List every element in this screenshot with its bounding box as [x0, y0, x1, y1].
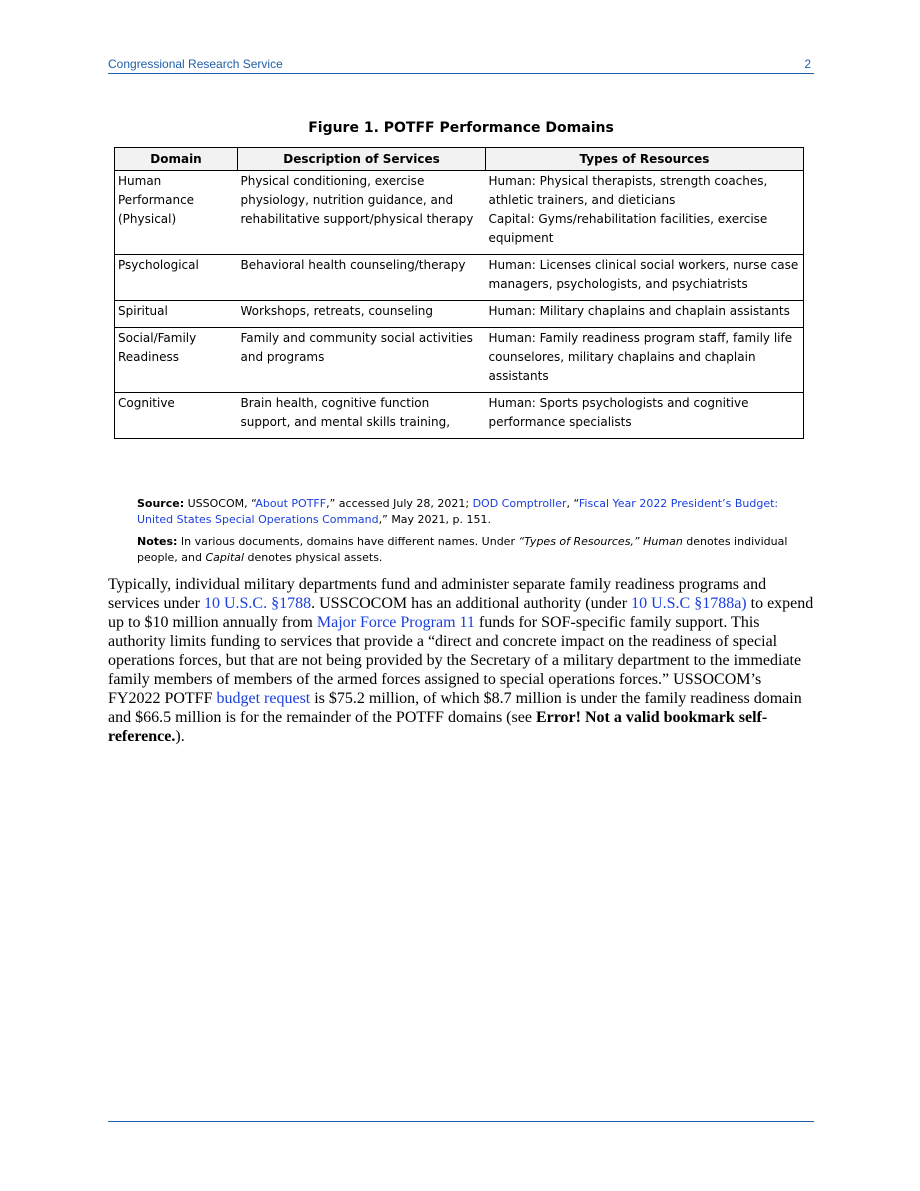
budget-request-link[interactable]: budget request — [216, 690, 311, 707]
source-text: , “ — [566, 497, 579, 510]
notes-emphasis: “Types of Resources,” Human — [518, 535, 683, 548]
source-note — [137, 496, 807, 528]
description-cell: Family and community social activities and programs — [238, 328, 486, 393]
source-text: USSOCOM, “ — [184, 497, 256, 510]
domain-cell: Cognitive — [115, 393, 238, 439]
body-paragraph — [108, 575, 814, 746]
header-org-name: Congressional Research Service — [108, 57, 283, 71]
notes-text: In various documents, domains have different names. Under — [177, 535, 519, 548]
table-row — [115, 301, 804, 328]
source-label: Source: — [137, 497, 185, 510]
resource-line: Capital: Gyms/rehabilitation facilities, exercise equipment — [488, 212, 768, 245]
budget-document-link[interactable]: Fiscal Year 2022 President’s Budget: United States Special Operations Command — [137, 497, 779, 526]
table-row — [115, 255, 804, 301]
description-cell: Brain health, cognitive function support, and mental skills training, — [238, 393, 486, 439]
domain-cell: Psychological — [115, 255, 238, 301]
domain-cell: Social/Family Readiness — [115, 328, 238, 393]
paragraph-text: Typically, individual military departments fund and administer separate family readiness programs and services under — [108, 576, 767, 612]
notes-emphasis: Capital — [205, 551, 245, 564]
resource-line: Human: Family readiness program staff, family life counselores, military chaplains and chaplain assistants — [488, 331, 793, 383]
page-header — [108, 57, 814, 74]
paragraph-text: to expend up to $10 million annually from — [108, 595, 814, 631]
usc-1788a-link[interactable]: 10 U.S.C §1788a) — [631, 595, 747, 612]
usc-1788-link[interactable]: 10 U.S.C. §1788 — [203, 595, 312, 612]
resources-cell — [486, 393, 804, 439]
page-number: 2 — [804, 57, 811, 71]
domain-cell: Spiritual — [115, 301, 238, 328]
column-header-resources: Types of Resources — [486, 148, 804, 171]
description-cell: Physical conditioning, exercise physiology, nutrition guidance, and rehabilitative support/physical therapy — [238, 171, 486, 255]
column-header-domain: Domain — [115, 148, 238, 171]
paragraph-text: ). — [175, 728, 185, 745]
bookmark-error-text: Error! Not a valid bookmark self-reference. — [108, 709, 768, 745]
notes-text: denotes physical assets. — [244, 551, 383, 564]
figure-title: Figure 1. POTFF Performance Domains — [308, 120, 614, 136]
paragraph-text: . USSCOCOM has an additional authority (under — [311, 595, 632, 612]
description-cell: Behavioral health counseling/therapy — [238, 255, 486, 301]
table-header-row — [115, 148, 804, 171]
notes-label: Notes: — [137, 535, 178, 548]
dod-comptroller-link[interactable]: DOD Comptroller — [472, 497, 567, 510]
source-text: ,” May 2021, p. 151. — [378, 513, 492, 526]
resource-line: Human: Physical therapists, strength coaches, athletic trainers, and dieticians — [488, 174, 768, 207]
table-row — [115, 393, 804, 439]
table-row — [115, 171, 804, 255]
about-potff-link[interactable]: About POTFF — [255, 497, 327, 510]
performance-domains-table — [114, 147, 804, 439]
source-text: ,” accessed July 28, 2021; — [326, 497, 473, 510]
resources-cell — [486, 328, 804, 393]
resource-line: Human: Military chaplains and chaplain assistants — [488, 304, 790, 318]
resources-cell — [486, 255, 804, 301]
table-row — [115, 328, 804, 393]
domain-cell: Human Performance (Physical) — [115, 171, 238, 255]
figure-notes — [137, 496, 807, 572]
description-cell: Workshops, retreats, counseling — [238, 301, 486, 328]
notes-note — [137, 534, 807, 566]
resources-cell — [486, 301, 804, 328]
resources-cell — [486, 171, 804, 255]
resource-line: Human: Sports psychologists and cognitive performance specialists — [488, 396, 749, 429]
footer-divider — [108, 1121, 814, 1122]
paragraph-text: is $75.2 million, of which $8.7 million is under the family readiness domain and $66.5 million is for the remainder of the POTFF domains (see — [108, 690, 802, 726]
notes-text: denotes individual people, and — [137, 535, 788, 564]
column-header-description: Description of Services — [238, 148, 486, 171]
major-force-program-link[interactable]: Major Force Program 11 — [316, 614, 475, 631]
paragraph-text: funds for SOF-specific family support. This authority limits funding to services that provide a “direct and concrete impact on the readiness of special operations forces, but that are not being provided by the Secretary of a military department to the immediate family members of members of the armed forces assigned to special operations forces.” USSOCOM’s FY2022 POTFF — [108, 614, 802, 707]
resource-line: Human: Licenses clinical social workers, nurse case managers, psychologists, and psychiatrists — [488, 258, 799, 291]
